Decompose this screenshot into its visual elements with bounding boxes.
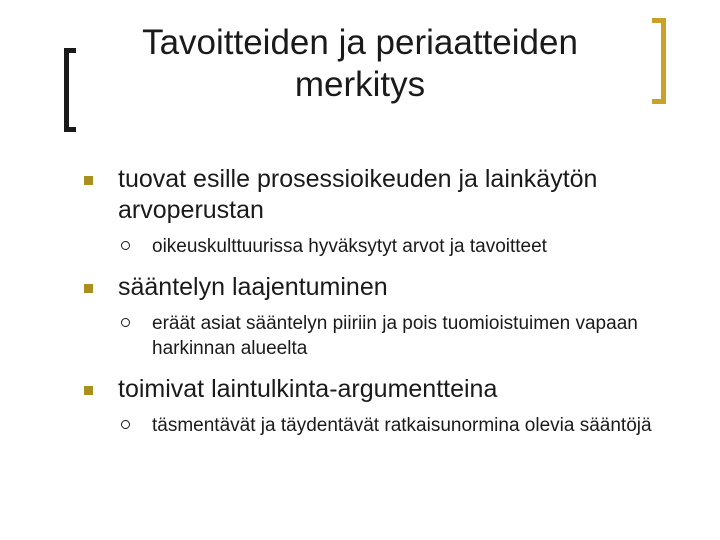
bullet-item-3: toimivat laintulkinta-argumentteina — [118, 375, 498, 403]
square-bullet-icon — [84, 386, 93, 395]
slide-title: Tavoitteiden ja periaatteiden merkitys — [142, 23, 578, 104]
right-bracket-decoration — [652, 18, 666, 104]
square-bullet-icon — [84, 176, 93, 185]
bullet-item-1: tuovat esille prosessioikeuden ja lainkäytön arvoperustan — [118, 165, 598, 224]
sub-item-3-1: täsmentävät ja täydentävät ratkaisunormina olevia sääntöjä — [152, 415, 652, 436]
bullet-item-2: sääntelyn laajentuminen — [118, 273, 388, 301]
circle-bullet-icon — [121, 318, 130, 327]
circle-bullet-icon — [121, 241, 130, 250]
sub-item-1-1: oikeuskulttuurissa hyväksytyt arvot ja tavoitteet — [152, 236, 547, 257]
left-bracket-decoration — [64, 48, 76, 132]
circle-bullet-icon — [121, 420, 130, 429]
square-bullet-icon — [84, 284, 93, 293]
sub-item-2-1: eräät asiat sääntelyn piiriin ja pois tuomioistuimen vapaan harkinnan alueelta — [152, 313, 638, 359]
